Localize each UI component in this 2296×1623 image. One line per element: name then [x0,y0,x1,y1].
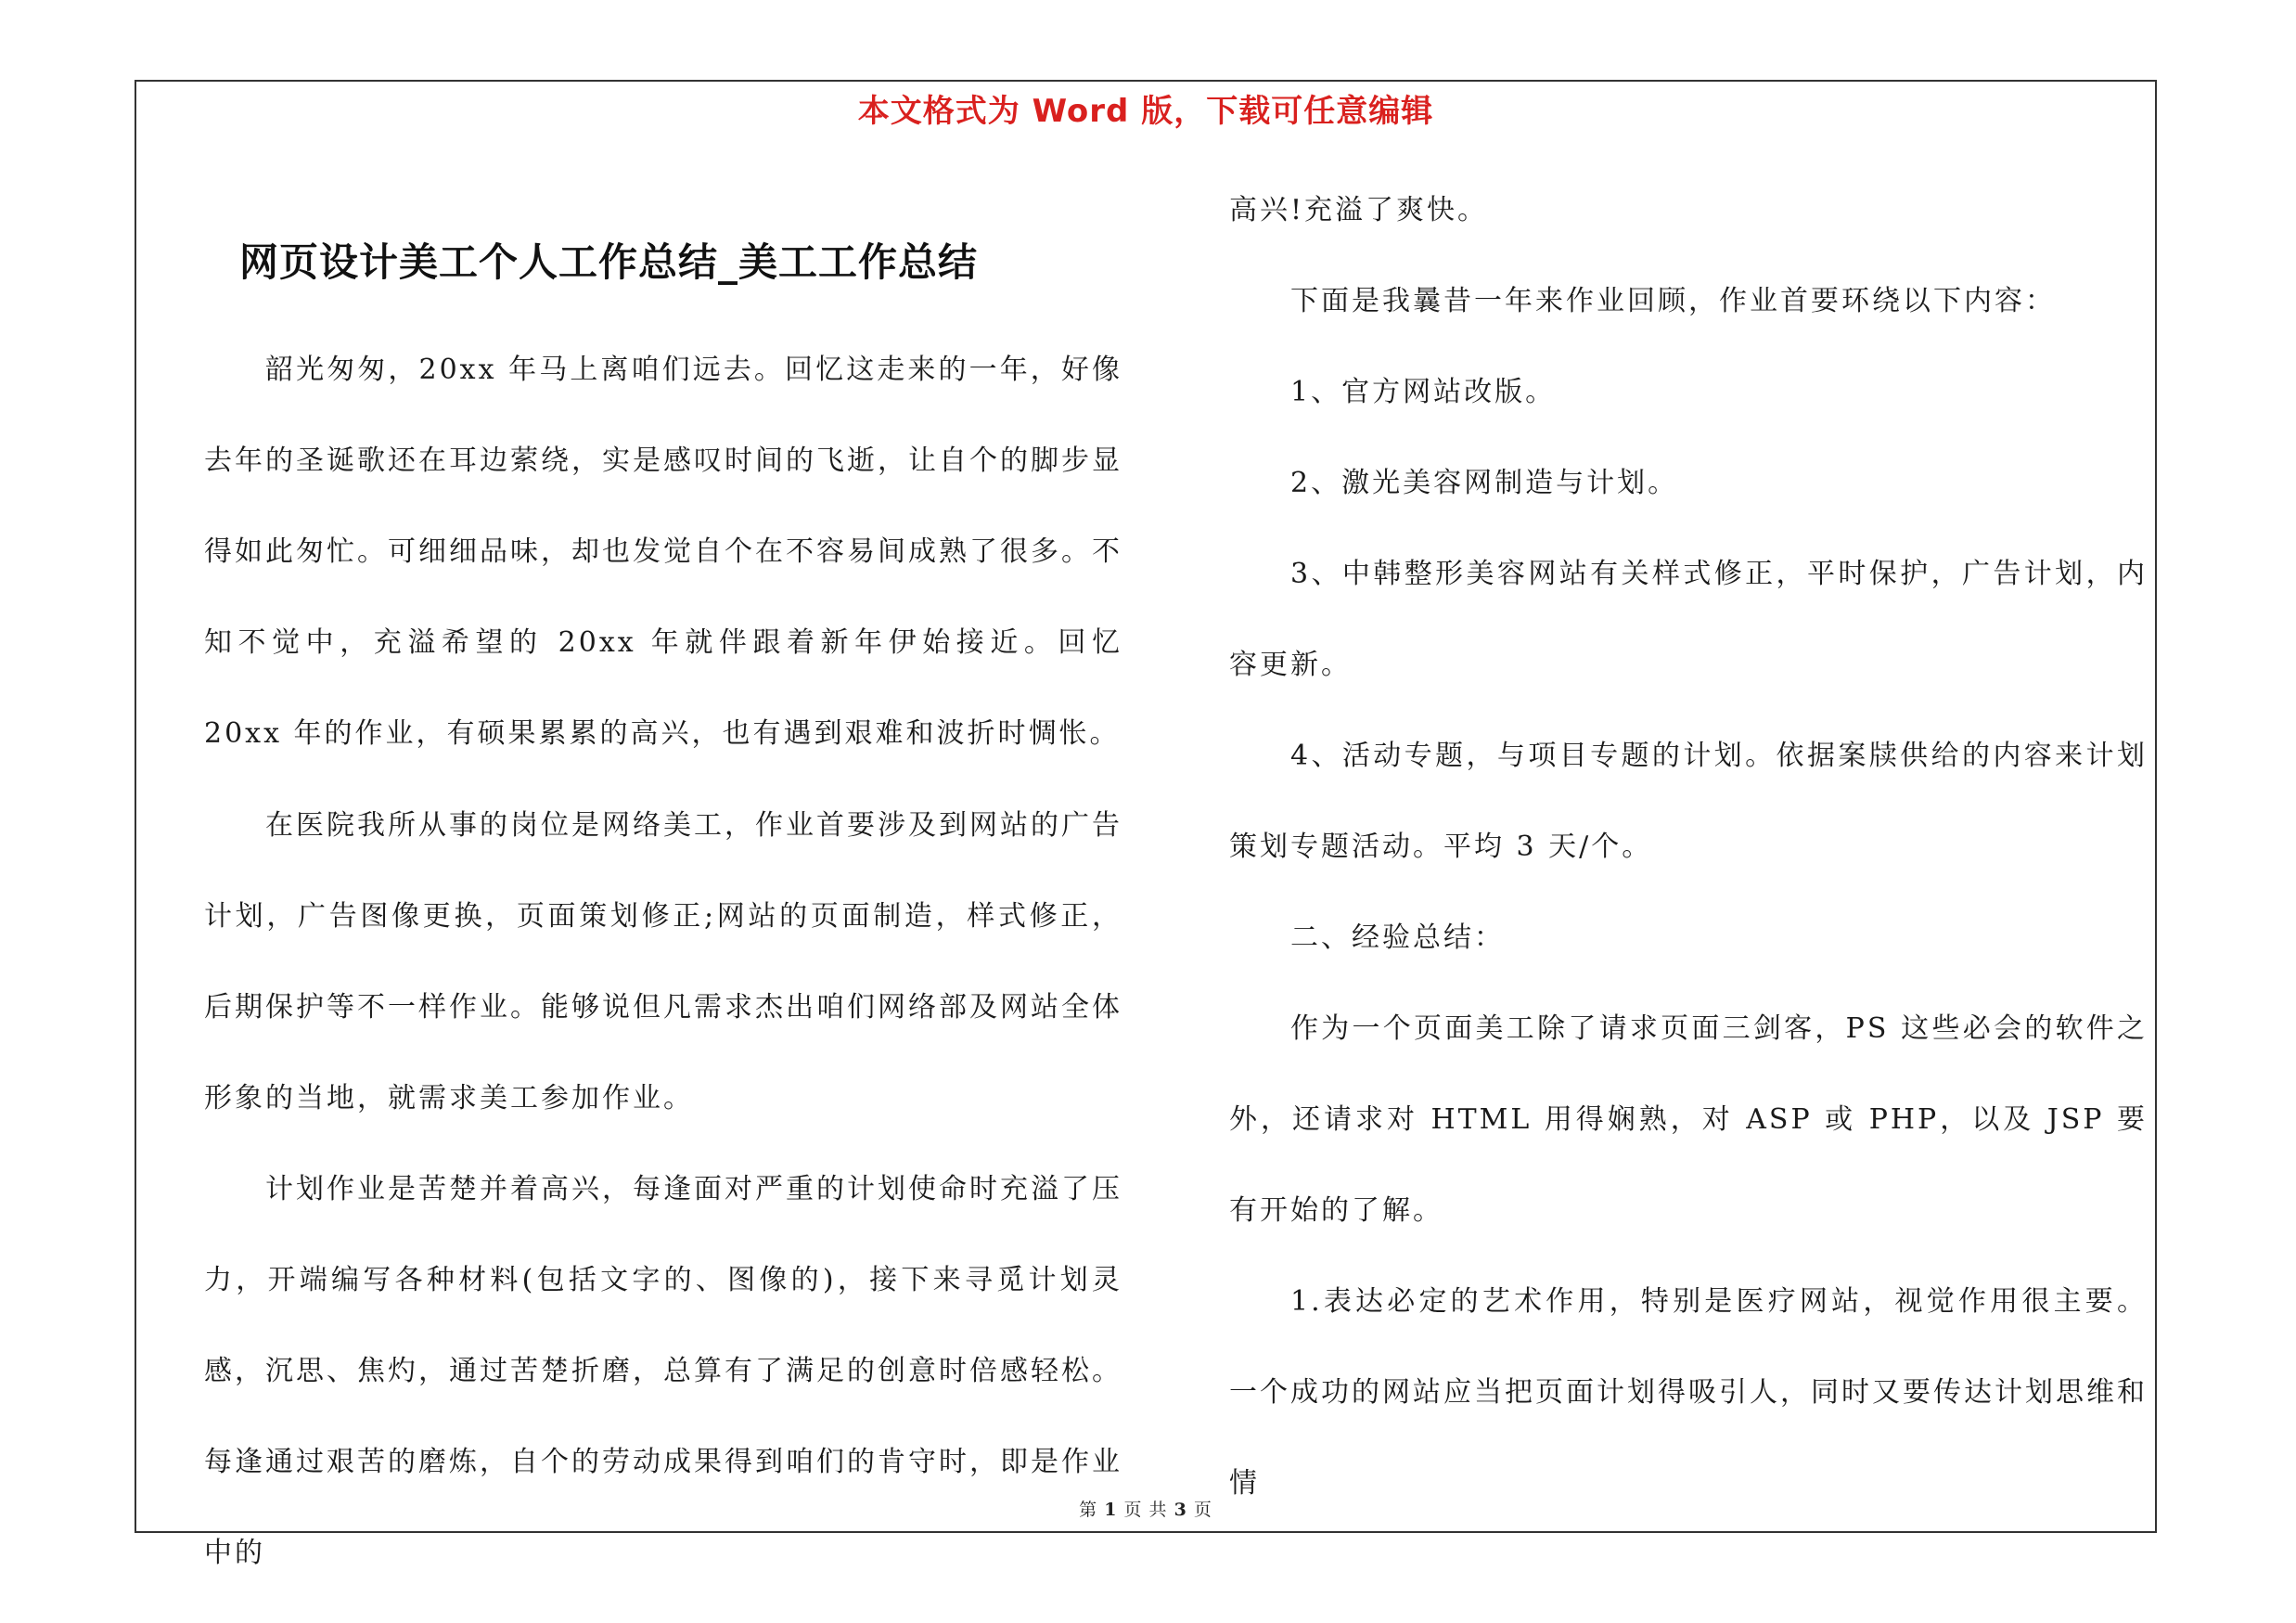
format-banner: 本文格式为 Word 版，下载可任意编辑 [857,93,1434,130]
right-paragraph-8: 作为一个页面美工除了请求页面三剑客，PS 这些必会的软件之外，还请求对 HTML 用得娴熟，对 ASP 或 PHP，以及 JSP 要有开始的了解。 [1229,1012,2148,1227]
footer-prefix: 第 [1079,1500,1098,1520]
footer-middle: 页 共 [1123,1500,1168,1520]
right-paragraph-5: 3、中韩整形美容网站有关样式修正，平时保护，广告计划，内容更新。 [1229,558,2148,681]
right-paragraph-2: 下面是我曩昔一年来作业回顾，作业首要环绕以下内容： [1290,285,2056,317]
right-paragraph-3: 1、官方网站改版。 [1290,376,1557,408]
left-paragraph-2: 在医院我所从事的岗位是网络美工，作业首要涉及到网站的广告计划，广告图像更换，页面策划修正;网站的页面制造，样式修正，后期保护等不一样作业。能够说但凡需求杰出咱们网络部及网站全体形象的当地，就需求美工参加作业。 [204,809,1122,1114]
footer-current-page: 1 [1104,1500,1118,1520]
right-paragraph-1: 高兴!充溢了爽快。 [1229,194,1489,226]
right-paragraph-7: 二、经验总结： [1290,921,1505,954]
right-paragraph-6: 4、活动专题，与项目专题的计划。依据案牍供给的内容来计划策划专题活动。平均 3 天/个。 [1229,740,2148,863]
left-paragraph-3: 计划作业是苦楚并着高兴，每逢面对严重的计划使命时充溢了压力，开端编写各种材料(包括文字的、图像的)，接下来寻觅计划灵感，沉思、焦灼，通过苦楚折磨，总算有了满足的创意时倍感轻松。每逢通过艰苦的磨炼，自个的劳动成果得到咱们的肯守时，即是作业中的 [204,1173,1122,1569]
page-number-footer [135,1496,2157,1521]
document-title: 网页设计美工个人工作总结_美工工作总结 [239,239,979,286]
right-paragraph-9: 1.表达必定的艺术作用，特别是医疗网站，视觉作用很主要。一个成功的网站应当把页面计划得吸引人，同时又要传达计划思维和情 [1229,1285,2148,1500]
right-paragraph-4: 2、激光美容网制造与计划。 [1290,467,1679,499]
footer-suffix: 页 [1193,1500,1212,1520]
footer-total-pages: 3 [1174,1500,1187,1520]
left-paragraph-1: 韶光匆匆，20xx 年马上离咱们远去。回忆这走来的一年，好像去年的圣诞歌还在耳边萦绕，实是感叹时间的飞逝，让自个的脚步显得如此匆忙。可细细品味，却也发觉自个在不容易间成熟了很多。不知不觉中，充溢希望的 20xx 年就伴跟着新年伊始接近。回忆 20xx 年的作业，有硕果累累的高兴，也有遇到艰难和波折时惆怅。 [204,354,1122,750]
